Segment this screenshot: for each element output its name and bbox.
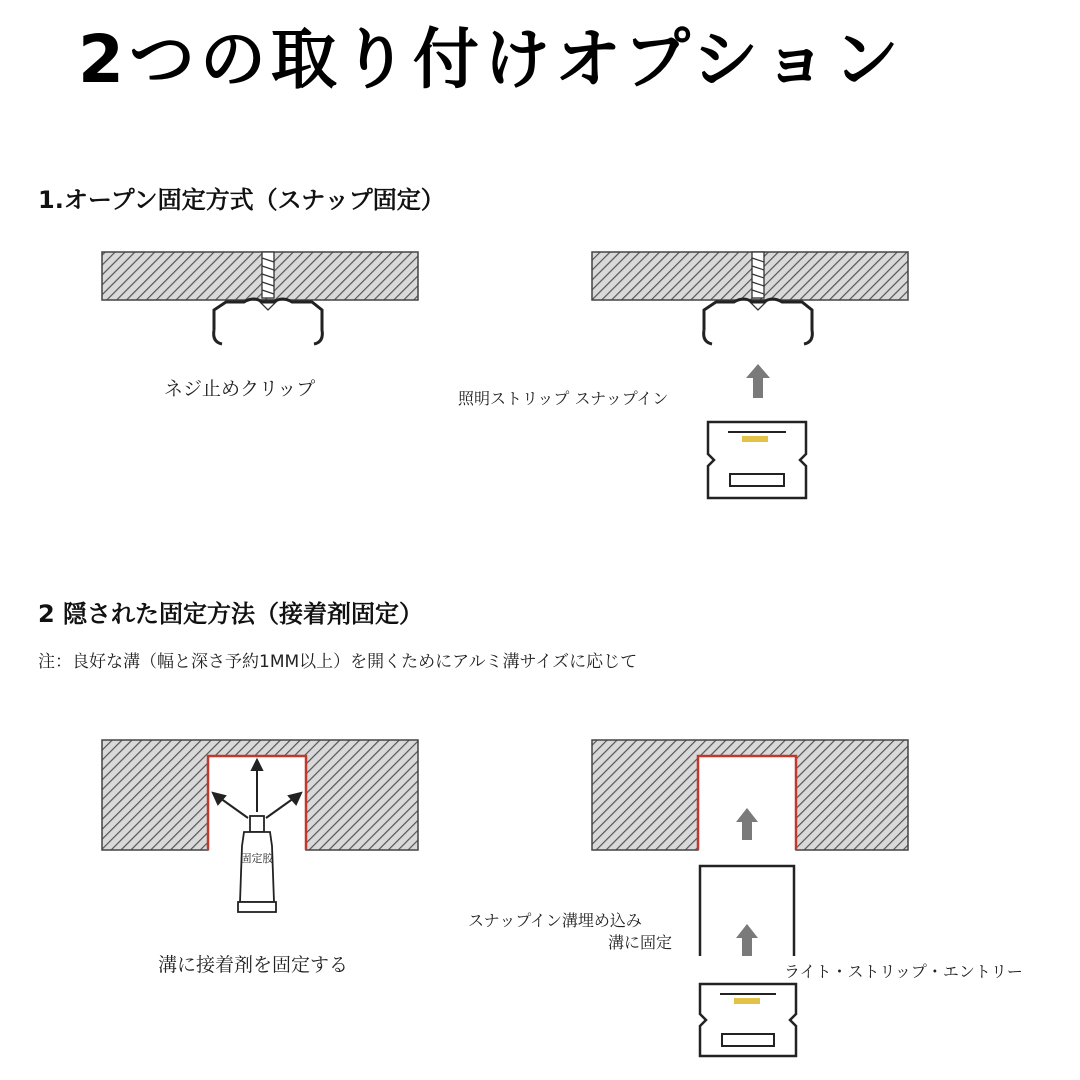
label-embed-line1: スナップイン溝埋め込み [468,911,642,930]
arrow-up-icon [736,808,758,840]
section2-note: 注：良好な溝（幅と深さ予約1MM以上）を開くためにアルミ溝サイズに応じて [38,652,638,672]
led-strip-profile [700,984,796,1056]
diagram-screw-clip [102,252,418,344]
label-embed-line2: 溝に固定 [608,933,673,952]
tube-label: 固定胶 [240,852,274,865]
section1-heading: 1.オープン固定方式（スナップ固定） [38,186,445,214]
label-strip-entry: ライト・ストリップ・エントリー [784,962,1023,981]
glue-tube-icon [238,816,276,912]
arrow-up-icon [746,364,770,398]
ceiling-board-2 [592,252,908,300]
ceiling-board-1 [102,252,418,300]
page-title: 2つの取り付けオプション [78,21,904,98]
led-strip-profile [708,422,806,498]
section2-heading: 2 隠された固定方法（接着剤固定） [38,600,424,628]
arrow-up-icon [736,924,758,956]
label-strip-snap-in: 照明ストリップ スナップイン [458,389,669,408]
label-glue-in-groove: 溝に接着剤を固定する [158,954,349,976]
diagram-strip-snap-in [592,252,908,498]
label-screw-clip: ネジ止めクリップ [164,378,316,400]
diagram-embedded-groove [592,740,908,1056]
diagram-glue-groove [102,740,418,912]
